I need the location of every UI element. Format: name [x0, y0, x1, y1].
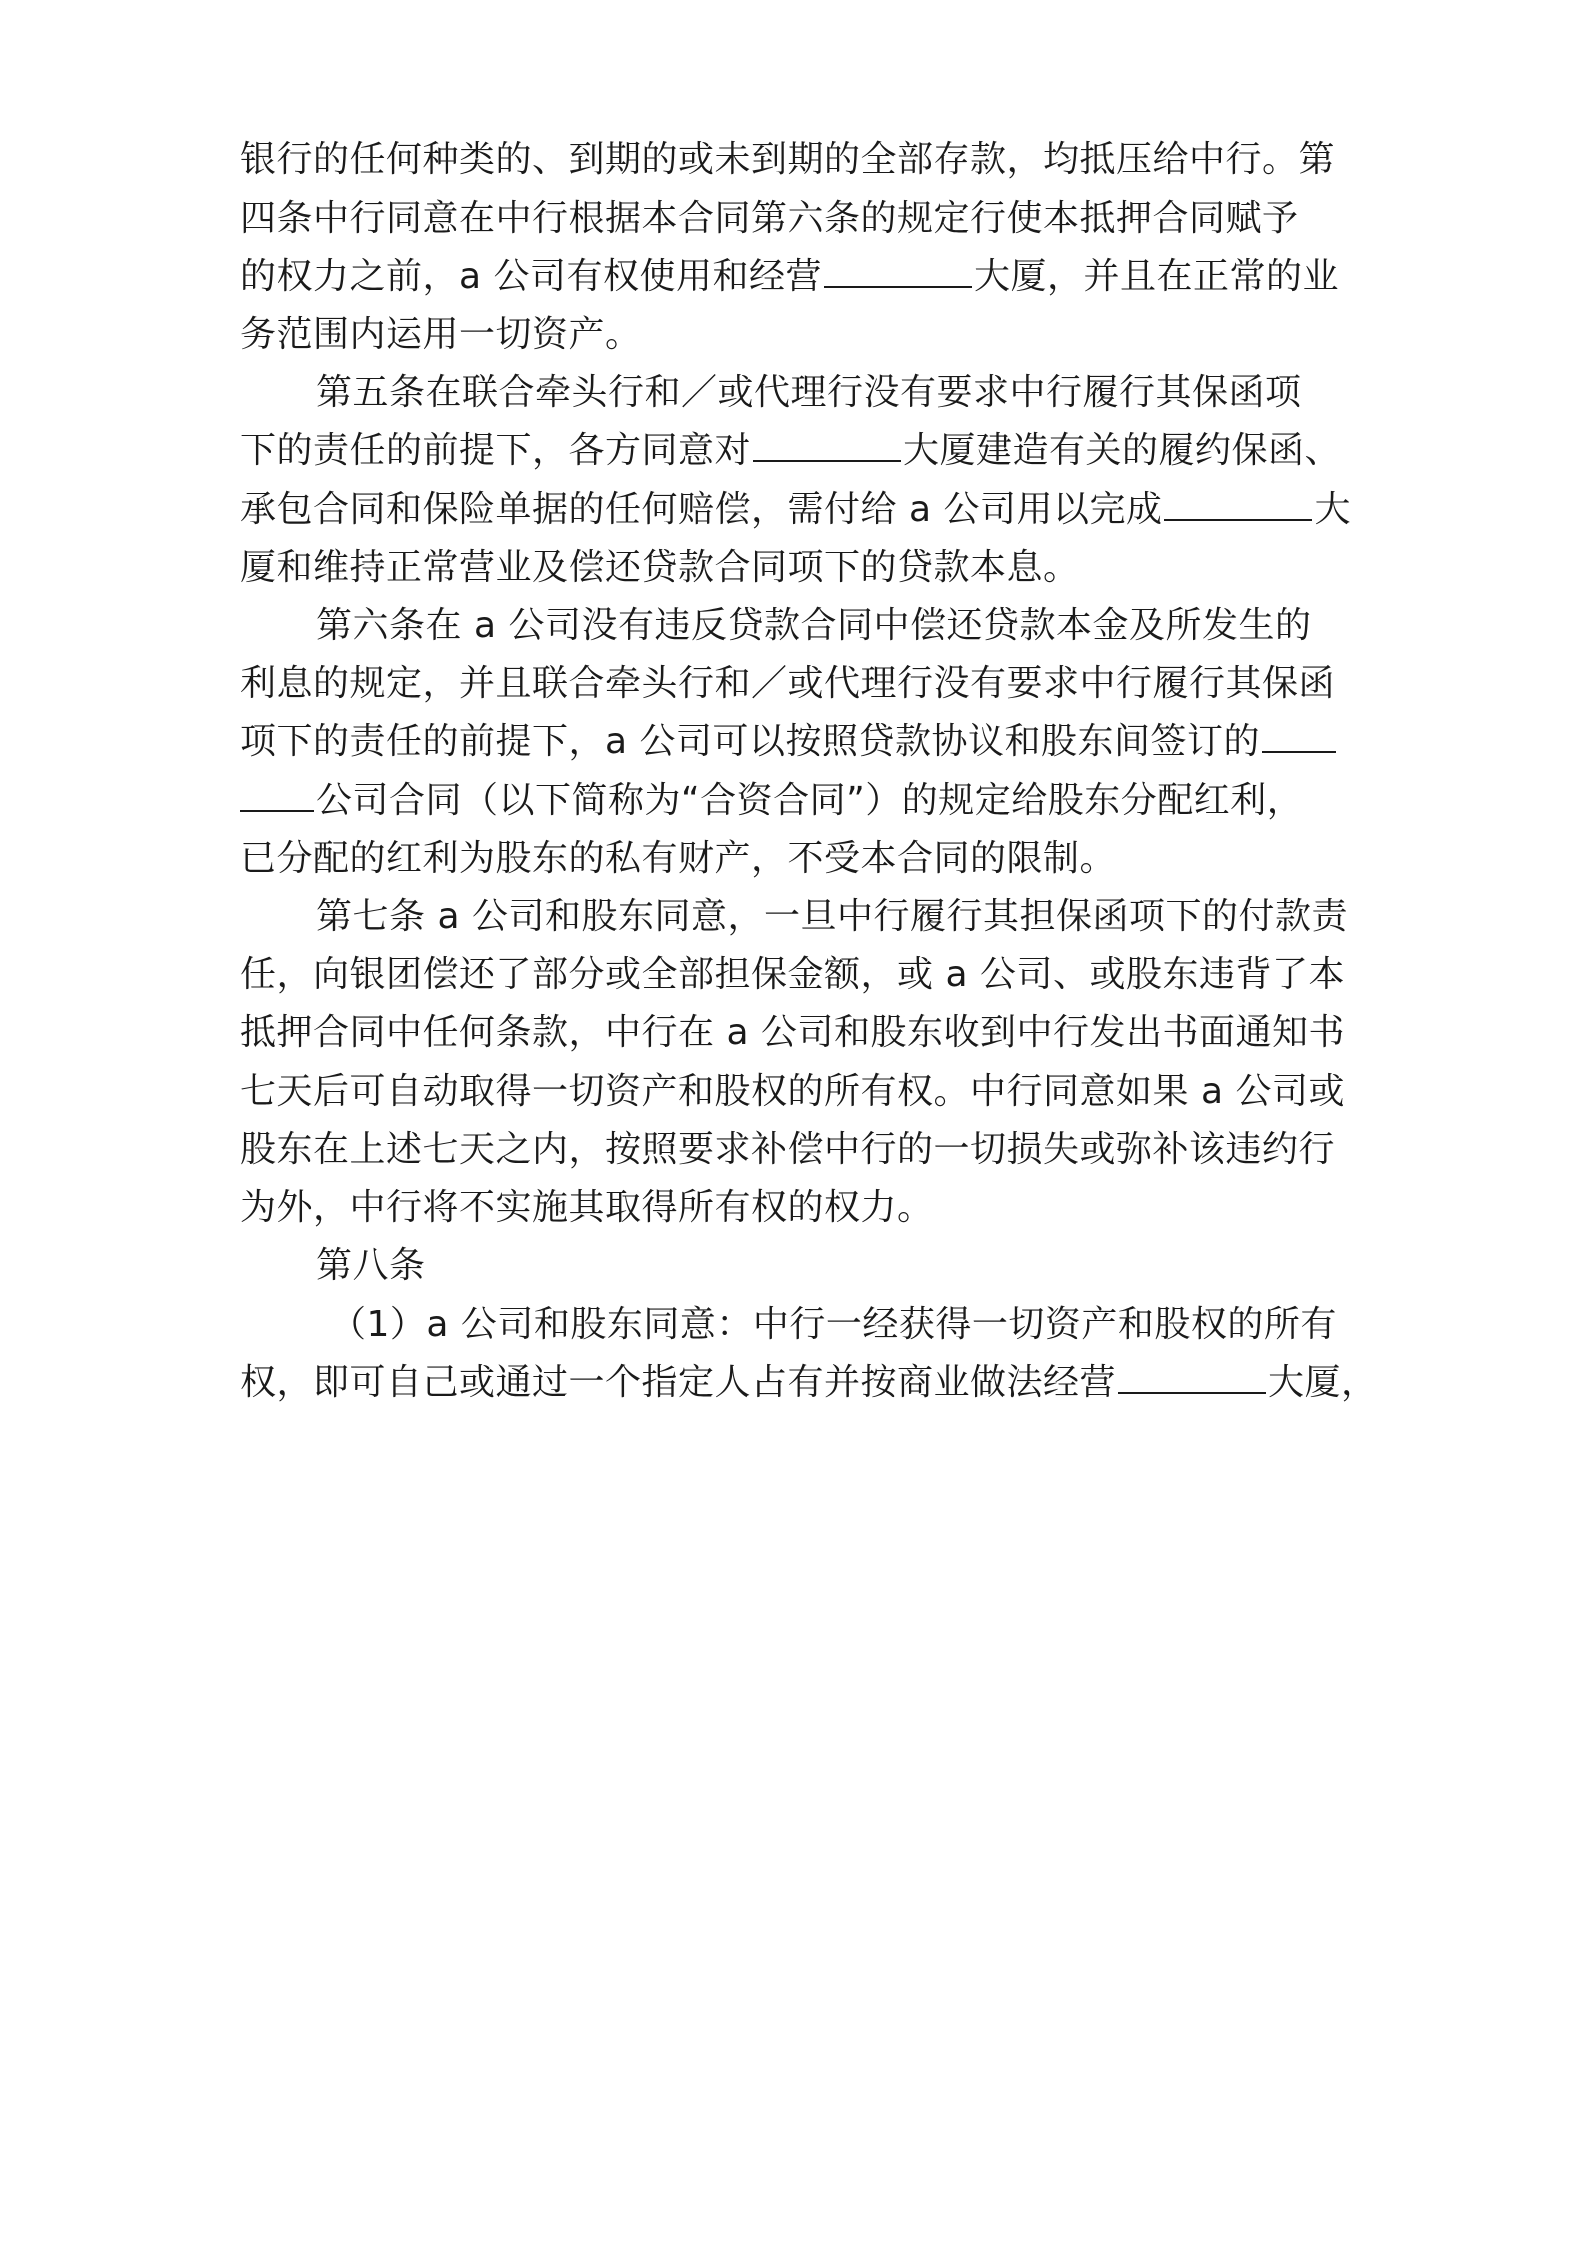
text-span: 七天后可自动取得一切资产和股权的所有权。中行同意如果 a 公司或: [240, 1071, 1345, 1112]
text-span: 公司合同（以下简称为“合资合同”）的规定给股东分配红利，: [316, 780, 1304, 821]
fill-in-blank: [753, 430, 901, 462]
fill-in-blank: [1262, 721, 1336, 753]
text-line: [240, 138, 1335, 182]
text-line: [240, 1128, 1335, 1172]
text-span: 的权力之前，a 公司有权使用和经营: [240, 256, 823, 297]
fill-in-blank: [1164, 489, 1312, 521]
text-line: [240, 837, 1116, 881]
text-line: [240, 1070, 1345, 1114]
text-line: [240, 255, 1339, 299]
text-line: [240, 546, 1080, 590]
text-line: [240, 313, 642, 357]
text-span: 大: [1314, 489, 1351, 530]
text-line: [240, 1361, 1378, 1405]
text-line: [240, 720, 1338, 764]
text-line: [240, 779, 1303, 823]
text-span: 第五条在联合牵头行和／或代理行没有要求中行履行其保函项: [316, 372, 1302, 413]
text-span: 大厦建造有关的履约保函、: [903, 430, 1342, 471]
text-span: 股东在上述七天之内，按照要求补偿中行的一切损失或弥补该违约行: [240, 1129, 1336, 1170]
text-line: [240, 488, 1351, 532]
text-span: 下的责任的前提下，各方同意对: [240, 430, 752, 471]
text-span: 第八条: [316, 1245, 426, 1286]
text-line: [240, 1011, 1345, 1055]
text-line: [240, 1186, 934, 1230]
text-line: [240, 953, 1345, 997]
text-span: 务范围内运用一切资产。: [240, 314, 642, 355]
text-span: 权，即可自己或通过一个指定人占有并按商业做法经营: [240, 1362, 1117, 1403]
text-span: 厦和维持正常营业及偿还贷款合同项下的贷款本息。: [240, 547, 1080, 588]
text-span: 承包合同和保险单据的任何赔偿，需付给 a 公司用以完成: [240, 489, 1163, 530]
text-line: [240, 662, 1335, 706]
text-span: 第七条 a 公司和股东同意，一旦中行履行其担保函项下的付款责: [316, 896, 1348, 937]
text-span: 项下的责任的前提下，a 公司可以按照贷款协议和股东间签订的: [240, 721, 1261, 762]
fill-in-blank: [240, 780, 314, 812]
text-span: 利息的规定，并且联合牵头行和／或代理行没有要求中行履行其保函: [240, 663, 1336, 704]
text-span: 任，向银团偿还了部分或全部担保金额，或 a 公司、或股东违背了本: [240, 954, 1345, 995]
section-heading: [316, 1244, 426, 1288]
text-span: 已分配的红利为股东的私有财产，不受本合同的限制。: [240, 838, 1117, 879]
text-span: 四条中行同意在中行根据本合同第六条的规定行使本抵押合同赋予: [240, 198, 1299, 239]
text-span: 银行的任何种类的、到期的或未到期的全部存款，均抵压给中行。第: [240, 139, 1336, 180]
paragraph-start-line: [330, 1303, 1337, 1347]
text-line: [240, 429, 1341, 473]
text-line: [240, 197, 1299, 241]
paragraph-start-line: [316, 895, 1348, 939]
text-span: 抵押合同中任何条款，中行在 a 公司和股东收到中行发出书面通知书: [240, 1012, 1345, 1053]
text-span: 大厦，: [1268, 1362, 1378, 1403]
paragraph-start-line: [316, 604, 1311, 648]
text-span: 第六条在 a 公司没有违反贷款合同中偿还贷款本金及所发生的: [316, 605, 1312, 646]
text-span: （1）a 公司和股东同意：中行一经获得一切资产和股权的所有: [330, 1304, 1337, 1345]
fill-in-blank: [1118, 1362, 1266, 1394]
fill-in-blank: [824, 256, 972, 288]
text-span: 为外，中行将不实施其取得所有权的权力。: [240, 1187, 934, 1228]
paragraph-start-line: [316, 371, 1302, 415]
text-span: 大厦，并且在正常的业: [974, 256, 1340, 297]
